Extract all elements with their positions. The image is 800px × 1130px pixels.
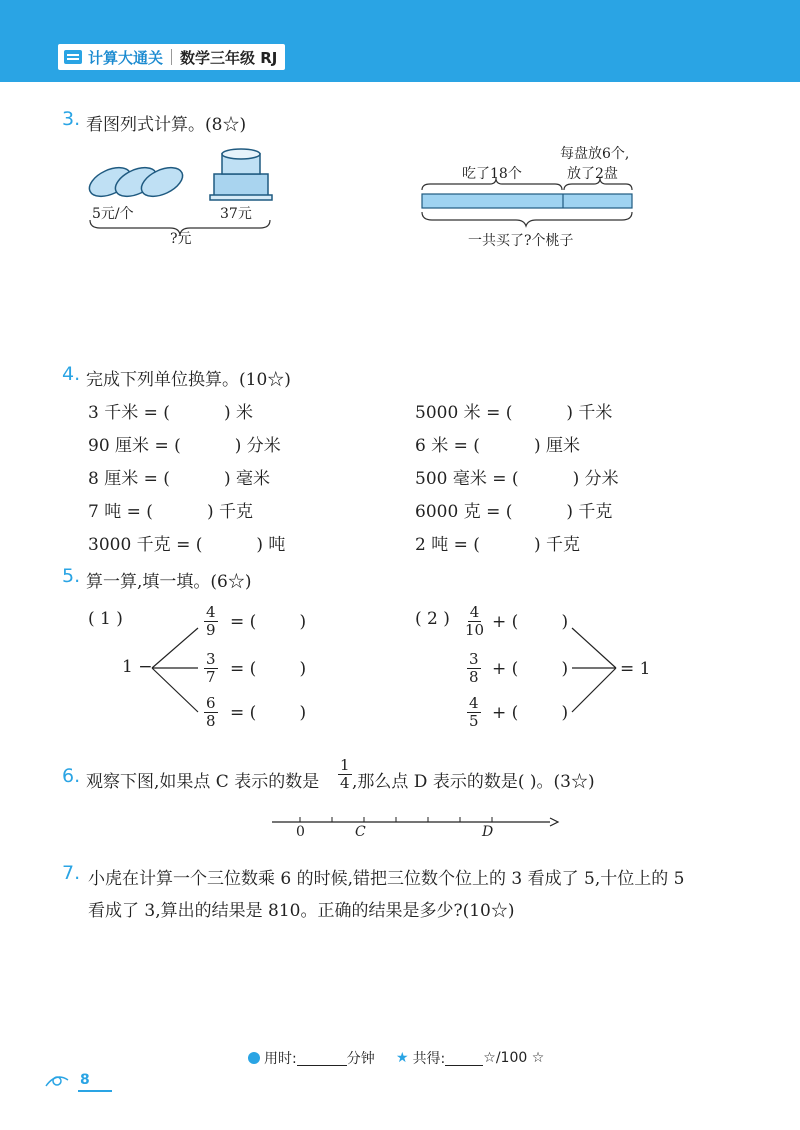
q5-title: 算一算,填一填。(6☆) [86,572,252,592]
q4-right-2: 6 米 = ( ) 厘米 [415,436,580,456]
q6-number: 6. [62,765,81,787]
q5-p2-blank-2: + ( ) [492,659,569,679]
bread-icon [85,162,187,202]
q4-number: 4. [62,363,81,385]
cake-price: 37元 [220,206,252,222]
q5-part2-branches [568,620,620,720]
per-plate-line1: 每盘放6个, [560,146,630,162]
score-total: ☆/100 ☆ [483,1050,545,1066]
bread-price: 5元/个 [92,206,134,222]
q5-p1-frac-1: $\frac{4}{9}$ [206,603,216,639]
q5-p1-blank-2: = ( ) [230,659,307,679]
book-icon [64,50,82,64]
subject-title: 数学三年级 RJ [180,48,278,67]
q4-left-1: 3 千米 = ( ) 米 [88,403,253,423]
clock-icon [248,1052,260,1064]
page-underline [78,1090,112,1092]
q5-p1-frac-3: $\frac{6}{8}$ [206,694,216,730]
q5-part1-label: ( 1 ) [88,609,123,629]
header-tag [58,44,285,70]
q5-part1-branches [150,620,202,720]
right-total: 一共买了?个桃子 [468,233,574,249]
q4-left-5: 3000 千克 = ( ) 吨 [88,535,286,555]
divider [171,49,172,65]
time-blank[interactable] [297,1051,347,1066]
q5-p1-blank-3: = ( ) [230,703,307,723]
axis-zero: 0 [296,824,305,840]
q3-title: 看图列式计算。(8☆) [86,115,247,135]
q4-right-5: 2 吨 = ( ) 千克 [415,535,580,555]
q3-number: 3. [62,108,81,130]
axis-d: D [482,824,494,840]
q7-line1: 小虎在计算一个三位数乘 6 的时候,错把三位数个位上的 3 看成了 5,十位上的 5 [88,869,685,889]
eaten-label: 吃了18个 [462,166,522,182]
q4-left-3: 8 厘米 = ( ) 毫米 [88,469,270,489]
q5-p2-frac-1: $\frac{4}{10}$ [465,603,485,639]
q4-title: 完成下列单位换算。(10☆) [86,370,291,390]
sun-icon [42,1068,72,1090]
score-blank[interactable] [445,1051,483,1066]
q5-p2-frac-3: $\frac{4}{5}$ [469,694,479,730]
q7-line2: 看成了 3,算出的结果是 810。正确的结果是多少?(10☆) [88,901,515,921]
q6-text-b: ,那么点 D 表示的数是( )。(3☆) [352,772,595,792]
q4-right-3: 500 毫米 = ( ) 分米 [415,469,619,489]
score-label: 共得: [412,1051,446,1067]
q4-left-2: 90 厘米 = ( ) 分米 [88,436,281,456]
q4-left-4: 7 吨 = ( ) 千克 [88,502,253,522]
q5-part2-label: ( 2 ) [415,609,450,629]
axis-c: C [355,824,366,840]
page-number: 8 [80,1072,90,1088]
footer-time [248,1048,375,1068]
q6-text-a: 观察下图,如果点 C 表示的数是 [86,772,320,792]
q4-right-1: 5000 米 = ( ) 千米 [415,403,613,423]
q7-number: 7. [62,862,81,884]
q4-right-4: 6000 克 = ( ) 千克 [415,502,613,522]
q6-fraction: $\frac{1}{4}$ [340,756,350,792]
footer-score [396,1048,544,1068]
q5-p2-blank-1: + ( ) [492,612,569,632]
cake-icon [210,149,272,200]
time-unit: 分钟 [346,1051,375,1067]
number-line [270,812,560,834]
q5-p2-frac-2: $\frac{3}{8}$ [469,650,479,686]
star-icon: ★ [396,1050,409,1066]
q5-p1-frac-2: $\frac{3}{7}$ [206,650,216,686]
q5-part2-result: = 1 [620,659,651,679]
time-label: 用时: [264,1051,297,1067]
per-plate-line2: 放了2盘 [567,166,618,182]
q5-part1-start: 1 − [122,657,153,677]
series-title: 计算大通关 [88,48,164,67]
q3-right-figure [420,178,640,228]
q5-p2-blank-3: + ( ) [492,703,569,723]
q5-number: 5. [62,565,81,587]
left-total: ?元 [170,231,192,247]
q5-p1-blank-1: = ( ) [230,612,307,632]
